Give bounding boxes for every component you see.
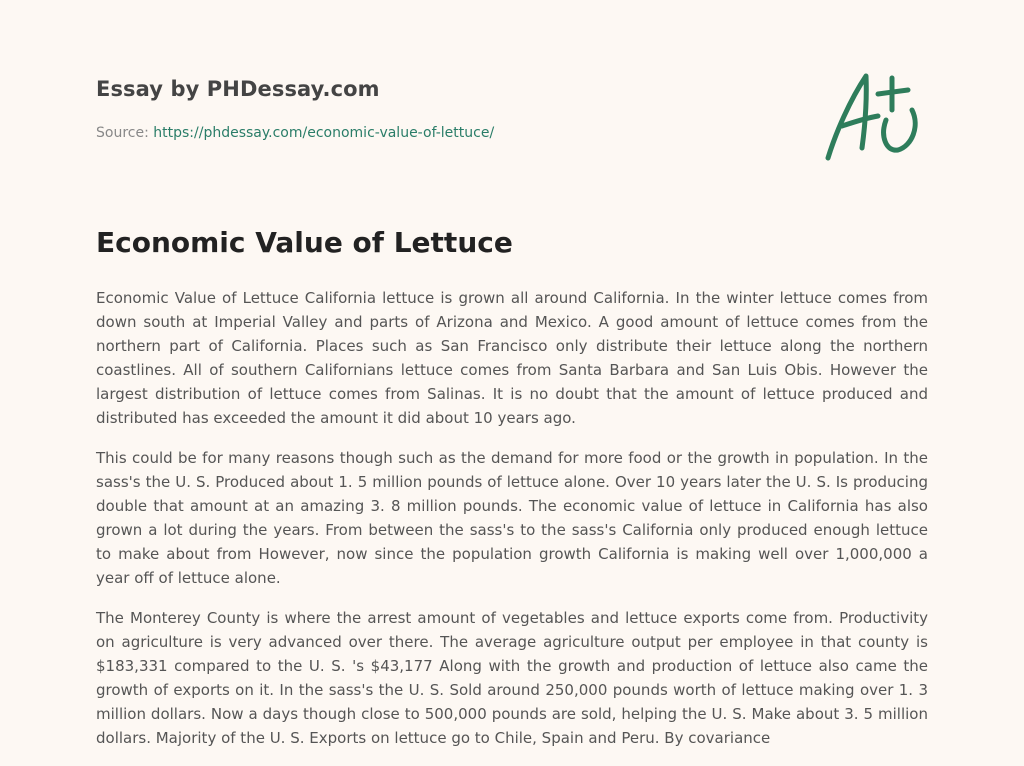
essay-paragraph: Economic Value of Lettuce California lettuce is grown all around California. In the winter lettuce comes from down south at Imperial Valley and parts of Arizona and Mexico. A good amount of lettuce comes from the northern part of California. Places such as San Francisco only distribute their lettuce along the northern coastlines. All of southern Californians lettuce comes from Santa Barbara and San Luis Obis. However the largest distribution of lettuce comes from Salinas. It is no doubt that the amount of lettuce produced and distributed has exceeded the amount it did about 10 years ago. [96, 289, 928, 427]
essay-body [96, 286, 928, 766]
essay-title: Economic Value of Lettuce [96, 226, 513, 259]
essay-paragraph: The Monterey County is where the arrest amount of vegetables and lettuce exports come from. Productivity on agriculture is very advanced over there. The average agriculture output per employee in that county is $183,331 compared to the U. S. 's $43,177 Along with the growth and production of lettuce also came the growth of exports on it. In the sass's the U. S. Sold around 250,000 pounds worth of lettuce making over 1. 3 million dollars. Now a days though close to 500,000 pounds are sold, helping the U. S. Make about 3. 5 million dollars. Majority of the U. S. Exports on lettuce go to Chile, Spain and Peru. By covariance [96, 609, 928, 747]
source-link[interactable]: https://phdessay.com/economic-value-of-lettuce/ [153, 125, 495, 141]
source-line [96, 125, 494, 141]
source-label: Source: [96, 125, 154, 141]
a-plus-grade-icon [822, 66, 928, 166]
site-title: Essay by PHDessay.com [96, 77, 380, 101]
essay-paragraph: This could be for many reasons though such as the demand for more food or the growth in population. In the sass's the U. S. Produced about 1. 5 million pounds of lettuce alone. Over 10 years later the U. S. Is producing double that amount at an amazing 3. 8 million pounds. The economic value of lettuce in California has also grown a lot during the years. From between the sass's to the sass's California only produced enough lettuce to make about from However, now since the population growth California is making well over 1,000,000 a year off of lettuce alone. [96, 449, 928, 587]
